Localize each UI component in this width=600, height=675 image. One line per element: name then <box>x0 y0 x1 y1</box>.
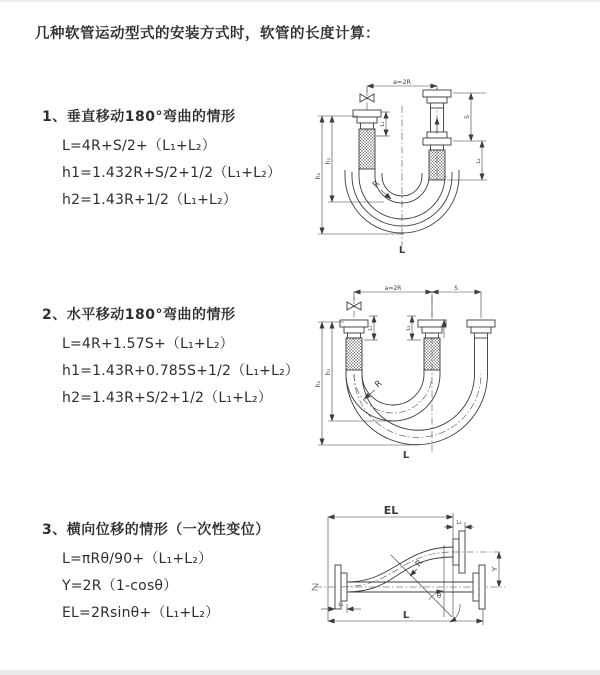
left-pipe <box>353 89 381 169</box>
section-lateral-displacement <box>42 519 270 627</box>
dim-h1 <box>315 322 418 445</box>
angle-theta <box>391 545 460 622</box>
diagram-1-svg <box>314 76 496 258</box>
formula-line: L=4R+S/2+（L₁+L₂） <box>62 138 216 154</box>
diagram-lateral-displacement <box>303 505 600 655</box>
label-l2: L₂ <box>406 325 412 331</box>
right-flange-displaced <box>453 531 503 573</box>
label-h1: h₁ <box>315 172 322 180</box>
page-title: 几种软管运动型式的安装方式时，软管的长度计算： <box>35 26 380 42</box>
formula-line: Y=2R（1-cosθ） <box>62 578 178 594</box>
label-r: R <box>370 178 383 191</box>
right-pipe <box>467 320 495 360</box>
dim-l2 <box>447 141 487 180</box>
dim-l1 <box>321 602 361 613</box>
braided-hose-section <box>424 338 440 370</box>
label-l: L <box>398 245 406 256</box>
diagram-horizontal-movement <box>314 282 502 462</box>
formula-line: EL=2Rsinθ+（L₁+L₂） <box>62 605 220 621</box>
right-pipe <box>423 88 451 182</box>
dim-el <box>328 505 453 621</box>
label-a2r: a=2R <box>384 285 402 292</box>
label-a2r: a=2R <box>392 78 412 86</box>
page-bottom-edge <box>0 670 600 675</box>
formula-line: h2=1.43R+S/2+1/2（L₁+L₂） <box>62 390 273 406</box>
label-h2: h₂ <box>325 368 332 376</box>
formula-line: h2=1.43R+1/2（L₁+L₂） <box>62 192 238 208</box>
section-2-formulas <box>42 331 299 412</box>
section-1-heading: 1、垂直移动180°弯曲的情形 <box>42 109 236 125</box>
diagram-3-svg <box>303 505 600 655</box>
label-l: L <box>402 610 410 621</box>
label-l2: L₂ <box>456 520 462 526</box>
section-2-heading: 2、水平移动180°弯曲的情形 <box>42 307 236 323</box>
label-l1: L₁ <box>368 325 374 331</box>
radius-leader <box>364 379 384 399</box>
formula-line: L=πRθ/90+（L₁+L₂） <box>62 551 213 567</box>
diagram-vertical-movement <box>314 76 496 258</box>
label-el: EL <box>383 505 399 517</box>
braided-hose-section <box>346 338 362 370</box>
label-y: Y <box>491 566 499 572</box>
dim-l2 <box>444 520 474 532</box>
label-r: R <box>413 558 426 570</box>
section-3-formulas <box>42 546 270 627</box>
braided-hose-section <box>359 129 375 169</box>
braided-hose-section <box>429 150 445 180</box>
right-flange-original <box>473 565 485 609</box>
label-l: L <box>402 450 410 461</box>
formula-line: L=4R+1.57S+（L₁+L₂） <box>62 336 234 352</box>
label-l1: L₁ <box>380 121 386 127</box>
radius-leader <box>371 179 391 199</box>
left-pipe <box>340 297 368 370</box>
section-vertical-movement <box>42 106 281 214</box>
formula-line: h1=1.43R+0.785S+1/2（L₁+L₂） <box>62 363 300 379</box>
label-h1: h₁ <box>315 380 322 388</box>
label-h2: h₂ <box>325 157 332 165</box>
diagram-2-svg <box>314 282 502 462</box>
label-r: R <box>373 378 385 391</box>
section-1-formulas <box>42 133 281 214</box>
dim-s <box>354 285 481 318</box>
dim-y <box>491 552 499 587</box>
dim-s <box>453 93 486 141</box>
formula-line: h1=1.432R+S/2+1/2（L₁+L₂） <box>62 165 282 181</box>
section-horizontal-movement <box>42 304 299 412</box>
section-3-heading: 3、横向位移的情形（一次性变位） <box>42 522 270 538</box>
u-bend-hose <box>346 360 488 445</box>
s-curve-hose <box>341 547 453 592</box>
label-s: S <box>454 285 458 292</box>
dim-a2r <box>354 285 432 292</box>
dim-l <box>328 609 483 625</box>
label-s: S <box>464 115 471 119</box>
label-l1: L₁ <box>338 602 344 608</box>
label-theta: θ <box>436 592 442 600</box>
label-l2: L₂ <box>476 158 482 164</box>
